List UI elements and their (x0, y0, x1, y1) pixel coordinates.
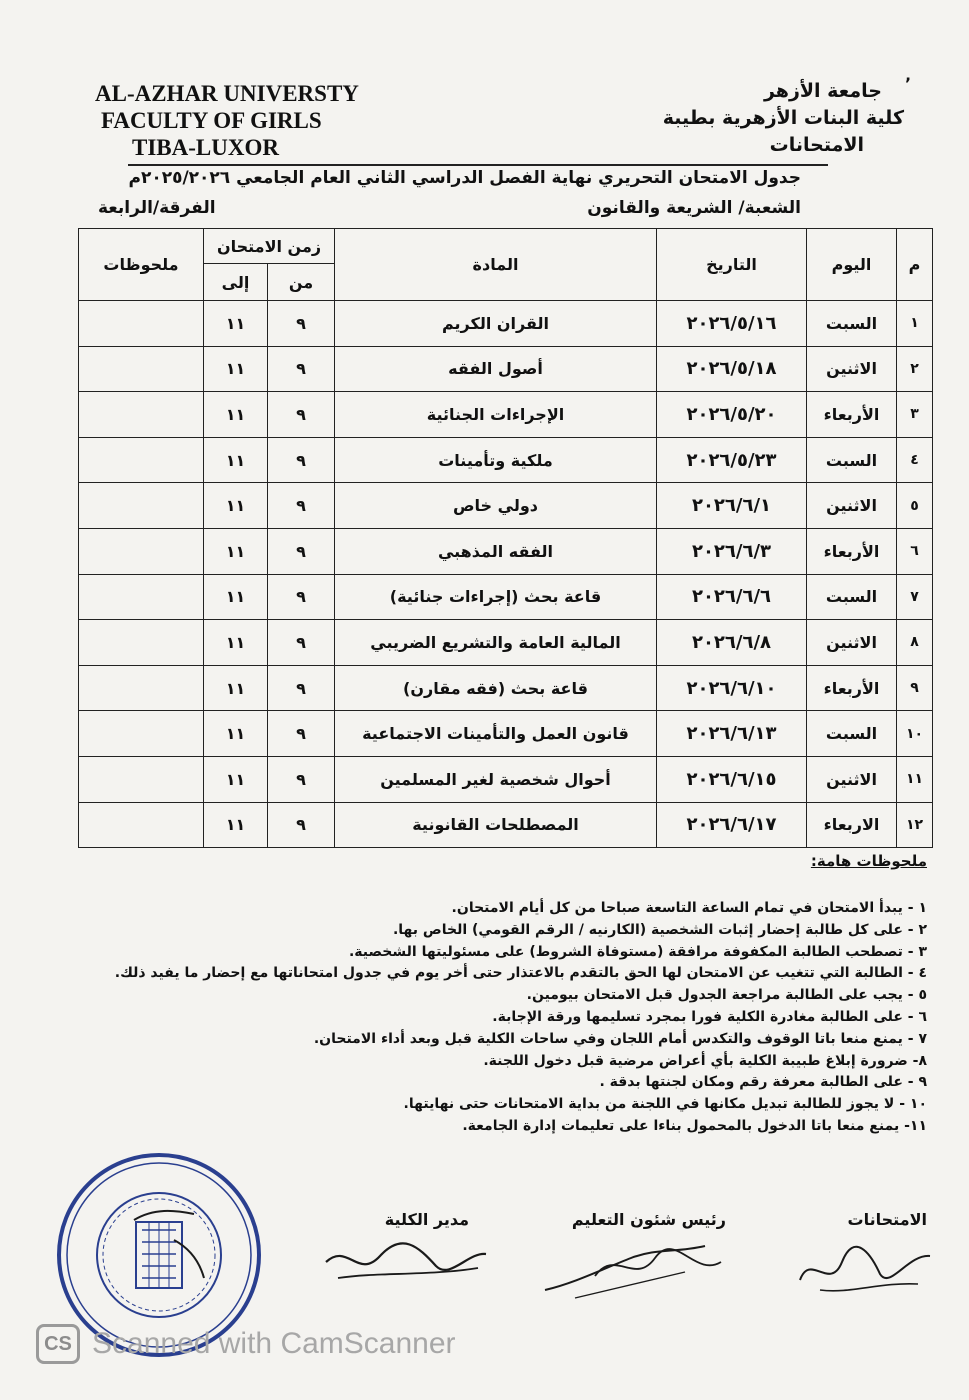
cell-subject: أحوال شخصية لغير المسلمين (335, 756, 657, 802)
header-to: إلى (204, 264, 268, 301)
department-name-ar: الامتحانات (769, 134, 864, 156)
cell-subject: الفقه المذهبي (335, 528, 657, 574)
schedule-table (78, 228, 933, 848)
note-item: ٣ - تصطحب الطالبة المكفوفة مرافقة (مستوفاة الشروط) على مسئوليتها الشخصية. (348, 943, 927, 960)
signature-exams (790, 1232, 940, 1302)
signature-label-dean: مدير الكلية (384, 1210, 469, 1229)
note-item: ٨- ضرورة إبلاغ طبيبة الكلية بأي أعراض مرضية قبل دخول اللجنة. (483, 1052, 927, 1069)
cell-date: ٢٠٢٦/٦/٣ (657, 528, 807, 574)
schedule-row (79, 437, 933, 483)
cell-to: ١١ (204, 437, 268, 483)
cell-num: ١ (897, 301, 933, 347)
cell-date: ٢٠٢٦/٥/٢٠ (657, 392, 807, 438)
note-item: ٥ - يجب على الطالبة مراجعة الجدول قبل الامتحان بيومين. (526, 987, 927, 1004)
camscanner-text: Scanned with CamScanner (92, 1327, 456, 1360)
signature-education-affairs (535, 1228, 735, 1308)
schedule-row (79, 574, 933, 620)
cell-date: ٢٠٢٦/٥/١٨ (657, 346, 807, 392)
cell-from: ٩ (268, 483, 335, 529)
cell-day: الأربعاء (807, 392, 897, 438)
cell-from: ٩ (268, 528, 335, 574)
header-divider (128, 164, 828, 166)
camscanner-logo-icon: CS (36, 1324, 80, 1364)
header-num: م (897, 229, 933, 301)
schedule-row (79, 483, 933, 529)
schedule-row (79, 301, 933, 347)
header-day: اليوم (807, 229, 897, 301)
notes-title: ملحوظات هامة: (810, 852, 927, 870)
cell-num: ٢ (897, 346, 933, 392)
cell-notes (79, 756, 204, 802)
cell-num: ٣ (897, 392, 933, 438)
schedule-row (79, 392, 933, 438)
faculty-name-en: FACULTY OF GIRLS (101, 108, 322, 133)
cell-from: ٩ (268, 301, 335, 347)
cell-notes (79, 346, 204, 392)
cell-day: الاثنين (807, 346, 897, 392)
cell-num: ١٢ (897, 802, 933, 848)
cell-from: ٩ (268, 665, 335, 711)
header-arabic (584, 78, 904, 159)
signature-dean (318, 1232, 493, 1292)
university-name-ar: جامعة الأزهر (763, 80, 882, 102)
cell-num: ١١ (897, 756, 933, 802)
note-item: ٩ - على الطالبة معرفة رقم ومكان لجنتها بدقة . (599, 1074, 927, 1091)
cell-day: السبت (807, 711, 897, 757)
cell-day: السبت (807, 437, 897, 483)
schedule-row (79, 711, 933, 757)
cell-notes (79, 711, 204, 757)
cell-from: ٩ (268, 346, 335, 392)
cell-notes (79, 620, 204, 666)
cell-date: ٢٠٢٦/٦/٦ (657, 574, 807, 620)
cell-to: ١١ (204, 346, 268, 392)
schedule-row (79, 665, 933, 711)
exam-title: جدول الامتحان التحريري نهاية الفصل الدراسي الثاني العام الجامعي ٢٠٢٥/٢٠٢٦م (128, 168, 801, 188)
schedule-row (79, 802, 933, 848)
signature-label-exams: الامتحانات (847, 1210, 927, 1229)
cell-notes (79, 528, 204, 574)
cell-num: ٧ (897, 574, 933, 620)
cell-day: السبت (807, 574, 897, 620)
signature-label-education-affairs: رئيس شئون التعليم (571, 1210, 726, 1229)
cell-to: ١١ (204, 528, 268, 574)
cell-to: ١١ (204, 802, 268, 848)
cell-num: ٩ (897, 665, 933, 711)
cell-from: ٩ (268, 802, 335, 848)
cell-day: الاربعاء (807, 802, 897, 848)
university-name-en: AL-AZHAR UNIVERSTY (95, 81, 359, 106)
cell-day: الأربعاء (807, 665, 897, 711)
cell-subject: قاعة بحث (إجراءات جنائية) (335, 574, 657, 620)
header-from: من (268, 264, 335, 301)
cell-from: ٩ (268, 574, 335, 620)
note-item: ٦ - على الطالبة مغادرة الكلية فورا بمجرد تسليمها ورقة الإجابة. (492, 1008, 927, 1025)
cell-to: ١١ (204, 665, 268, 711)
schedule-row (79, 528, 933, 574)
section-label: الشعبة/ الشريعة والقانون (587, 198, 801, 218)
cell-date: ٢٠٢٦/٦/١ (657, 483, 807, 529)
cell-to: ١١ (204, 574, 268, 620)
cell-subject: المالية العامة والتشريع الضريبي (335, 620, 657, 666)
cell-notes (79, 301, 204, 347)
cell-date: ٢٠٢٦/٦/١٣ (657, 711, 807, 757)
note-item: ٢ - على كل طالبة إحضار إثبات الشخصية (الكارنيه / الرقم القومي) الخاص بها. (392, 921, 927, 938)
camscanner-watermark (36, 1322, 456, 1366)
cell-subject: ملكية وتأمينات (335, 437, 657, 483)
cell-subject: قاعة بحث (فقه مقارن) (335, 665, 657, 711)
year-level-label: الفرقة/الرابعة (98, 198, 216, 218)
cell-num: ٥ (897, 483, 933, 529)
cell-to: ١١ (204, 483, 268, 529)
cell-notes (79, 392, 204, 438)
cell-num: ٦ (897, 528, 933, 574)
cell-subject: المصطلحات القانونية (335, 802, 657, 848)
header-notes: ملحوظات (79, 229, 204, 301)
header-english (95, 80, 395, 161)
cell-from: ٩ (268, 620, 335, 666)
cell-date: ٢٠٢٦/٥/٢٣ (657, 437, 807, 483)
note-item: ١٠ - لا يجوز للطالبة تبديل مكانها في اللجنة من بداية الامتحانات حتى نهايتها. (403, 1096, 927, 1113)
cell-date: ٢٠٢٦/٦/١٠ (657, 665, 807, 711)
cell-notes (79, 574, 204, 620)
cell-subject: الإجراءات الجنائية (335, 392, 657, 438)
cell-to: ١١ (204, 620, 268, 666)
cell-num: ١٠ (897, 711, 933, 757)
cell-from: ٩ (268, 437, 335, 483)
cell-notes (79, 802, 204, 848)
header-time: زمن الامتحان (204, 229, 335, 264)
cell-to: ١١ (204, 301, 268, 347)
cell-day: الاثنين (807, 756, 897, 802)
cell-to: ١١ (204, 392, 268, 438)
cell-notes (79, 437, 204, 483)
cell-subject: قانون العمل والتأمينات الاجتماعية (335, 711, 657, 757)
cell-from: ٩ (268, 711, 335, 757)
note-item: ١ - يبدأ الامتحان في تمام الساعة التاسعة صباحا من كل أيام الامتحان. (451, 900, 927, 916)
schedule-row (79, 756, 933, 802)
cell-notes (79, 483, 204, 529)
notes-list (67, 898, 927, 1138)
cell-num: ٤ (897, 437, 933, 483)
faculty-name-ar: كلية البنات الأزهرية بطيبة (662, 107, 904, 129)
cell-day: الأربعاء (807, 528, 897, 574)
header-date: التاريخ (657, 229, 807, 301)
note-item: ٧ - يمنع منعا باتا الوقوف والتكدس أمام اللجان وفي ساحات الكلية قبل وبعد أداء الامتحان. (313, 1030, 927, 1047)
city-name-en: TIBA-LUXOR (132, 135, 279, 160)
header-subject: المادة (335, 229, 657, 301)
note-item: ١١- يمنع منعا باتا الدخول بالمحمول بناءا على تعليمات إدارة الجامعة. (462, 1117, 927, 1134)
cell-day: السبت (807, 301, 897, 347)
schedule-row (79, 346, 933, 392)
cell-date: ٢٠٢٦/٦/١٧ (657, 802, 807, 848)
cell-subject: أصول الفقه (335, 346, 657, 392)
cell-date: ٢٠٢٦/٥/١٦ (657, 301, 807, 347)
schedule-row (79, 620, 933, 666)
cell-from: ٩ (268, 392, 335, 438)
cell-day: الاثنين (807, 620, 897, 666)
cell-from: ٩ (268, 756, 335, 802)
cell-day: الاثنين (807, 483, 897, 529)
cell-subject: القران الكريم (335, 301, 657, 347)
cell-num: ٨ (897, 620, 933, 666)
cell-date: ٢٠٢٦/٦/٨ (657, 620, 807, 666)
cell-to: ١١ (204, 756, 268, 802)
cell-date: ٢٠٢٦/٦/١٥ (657, 756, 807, 802)
note-item: ٤ - الطالبة التي تتغيب عن الامتحان لها الحق بالتقدم بالاعتذار حتى أخر يوم في جدول امتحاناتها مع إحضار ما يفيد ذلك. (114, 965, 927, 982)
cell-notes (79, 665, 204, 711)
tick-mark: ʼ (905, 74, 912, 93)
cell-to: ١١ (204, 711, 268, 757)
cell-subject: دولي خاص (335, 483, 657, 529)
